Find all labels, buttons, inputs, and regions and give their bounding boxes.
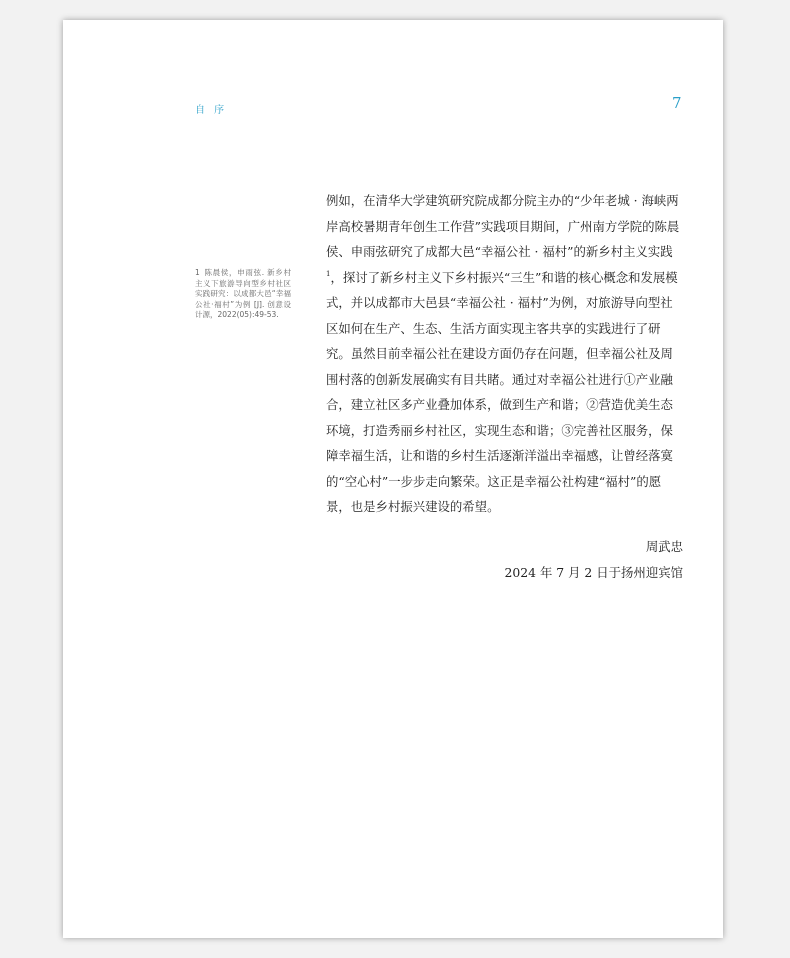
footnote-number: 1 [195,268,200,277]
footnote-reference: 1 [326,269,331,278]
body-text-part-2: ，探讨了新乡村主义下乡村振兴“三生”和谐的核心概念和发展模式，并以成都市大邑县“幸福公社 · 福村”为例，对旅游导向型社区如何在生产、生态、生活方面实现主客共享的实践进行了研究。虽然目前幸福公社在建设方面仍存在问题，但幸福公社及周围村落的创新发展确实有目共睹。通过对幸福公社进行①产业融合，建立社区多产业叠加体系，做到生产和谐；②营造优美生态环境，打造秀丽乡村社区，实现生态和谐；③完善社区服务，保障幸福生活，让和谐的乡村生活逐渐洋溢出幸福感，让曾经落寞的“空心村”一步步走向繁荣。这正是幸福公社构建“福村”的愿景，也是乡村振兴建设的希望。 [326,269,678,514]
signature-author: 周武忠 [645,539,683,554]
body-text-part-1: 例如，在清华大学建筑研究院成都分院主办的“少年老城 · 海峡两岸高校暑期青年创生工作营”实践项目期间，广州南方学院的陈晨侯、申雨弦研究了成都大邑“幸福公社 · 福村”的新乡村主义实践 [326,193,680,259]
footnote-text: 陈晨侯，申雨弦. 新乡村主义下旅游导向型乡村社区实践研究：以成都大邑“幸福公社·福村”为例 [J]. 创意设计源，2022(05):49-53. [195,268,291,319]
signature-date: 2024 年 7 月 2 日于扬州迎宾馆 [504,565,683,580]
running-header: 自 序 [195,105,228,116]
body-paragraph [326,188,682,520]
footnote [195,268,291,321]
page-number: 7 [672,94,682,112]
